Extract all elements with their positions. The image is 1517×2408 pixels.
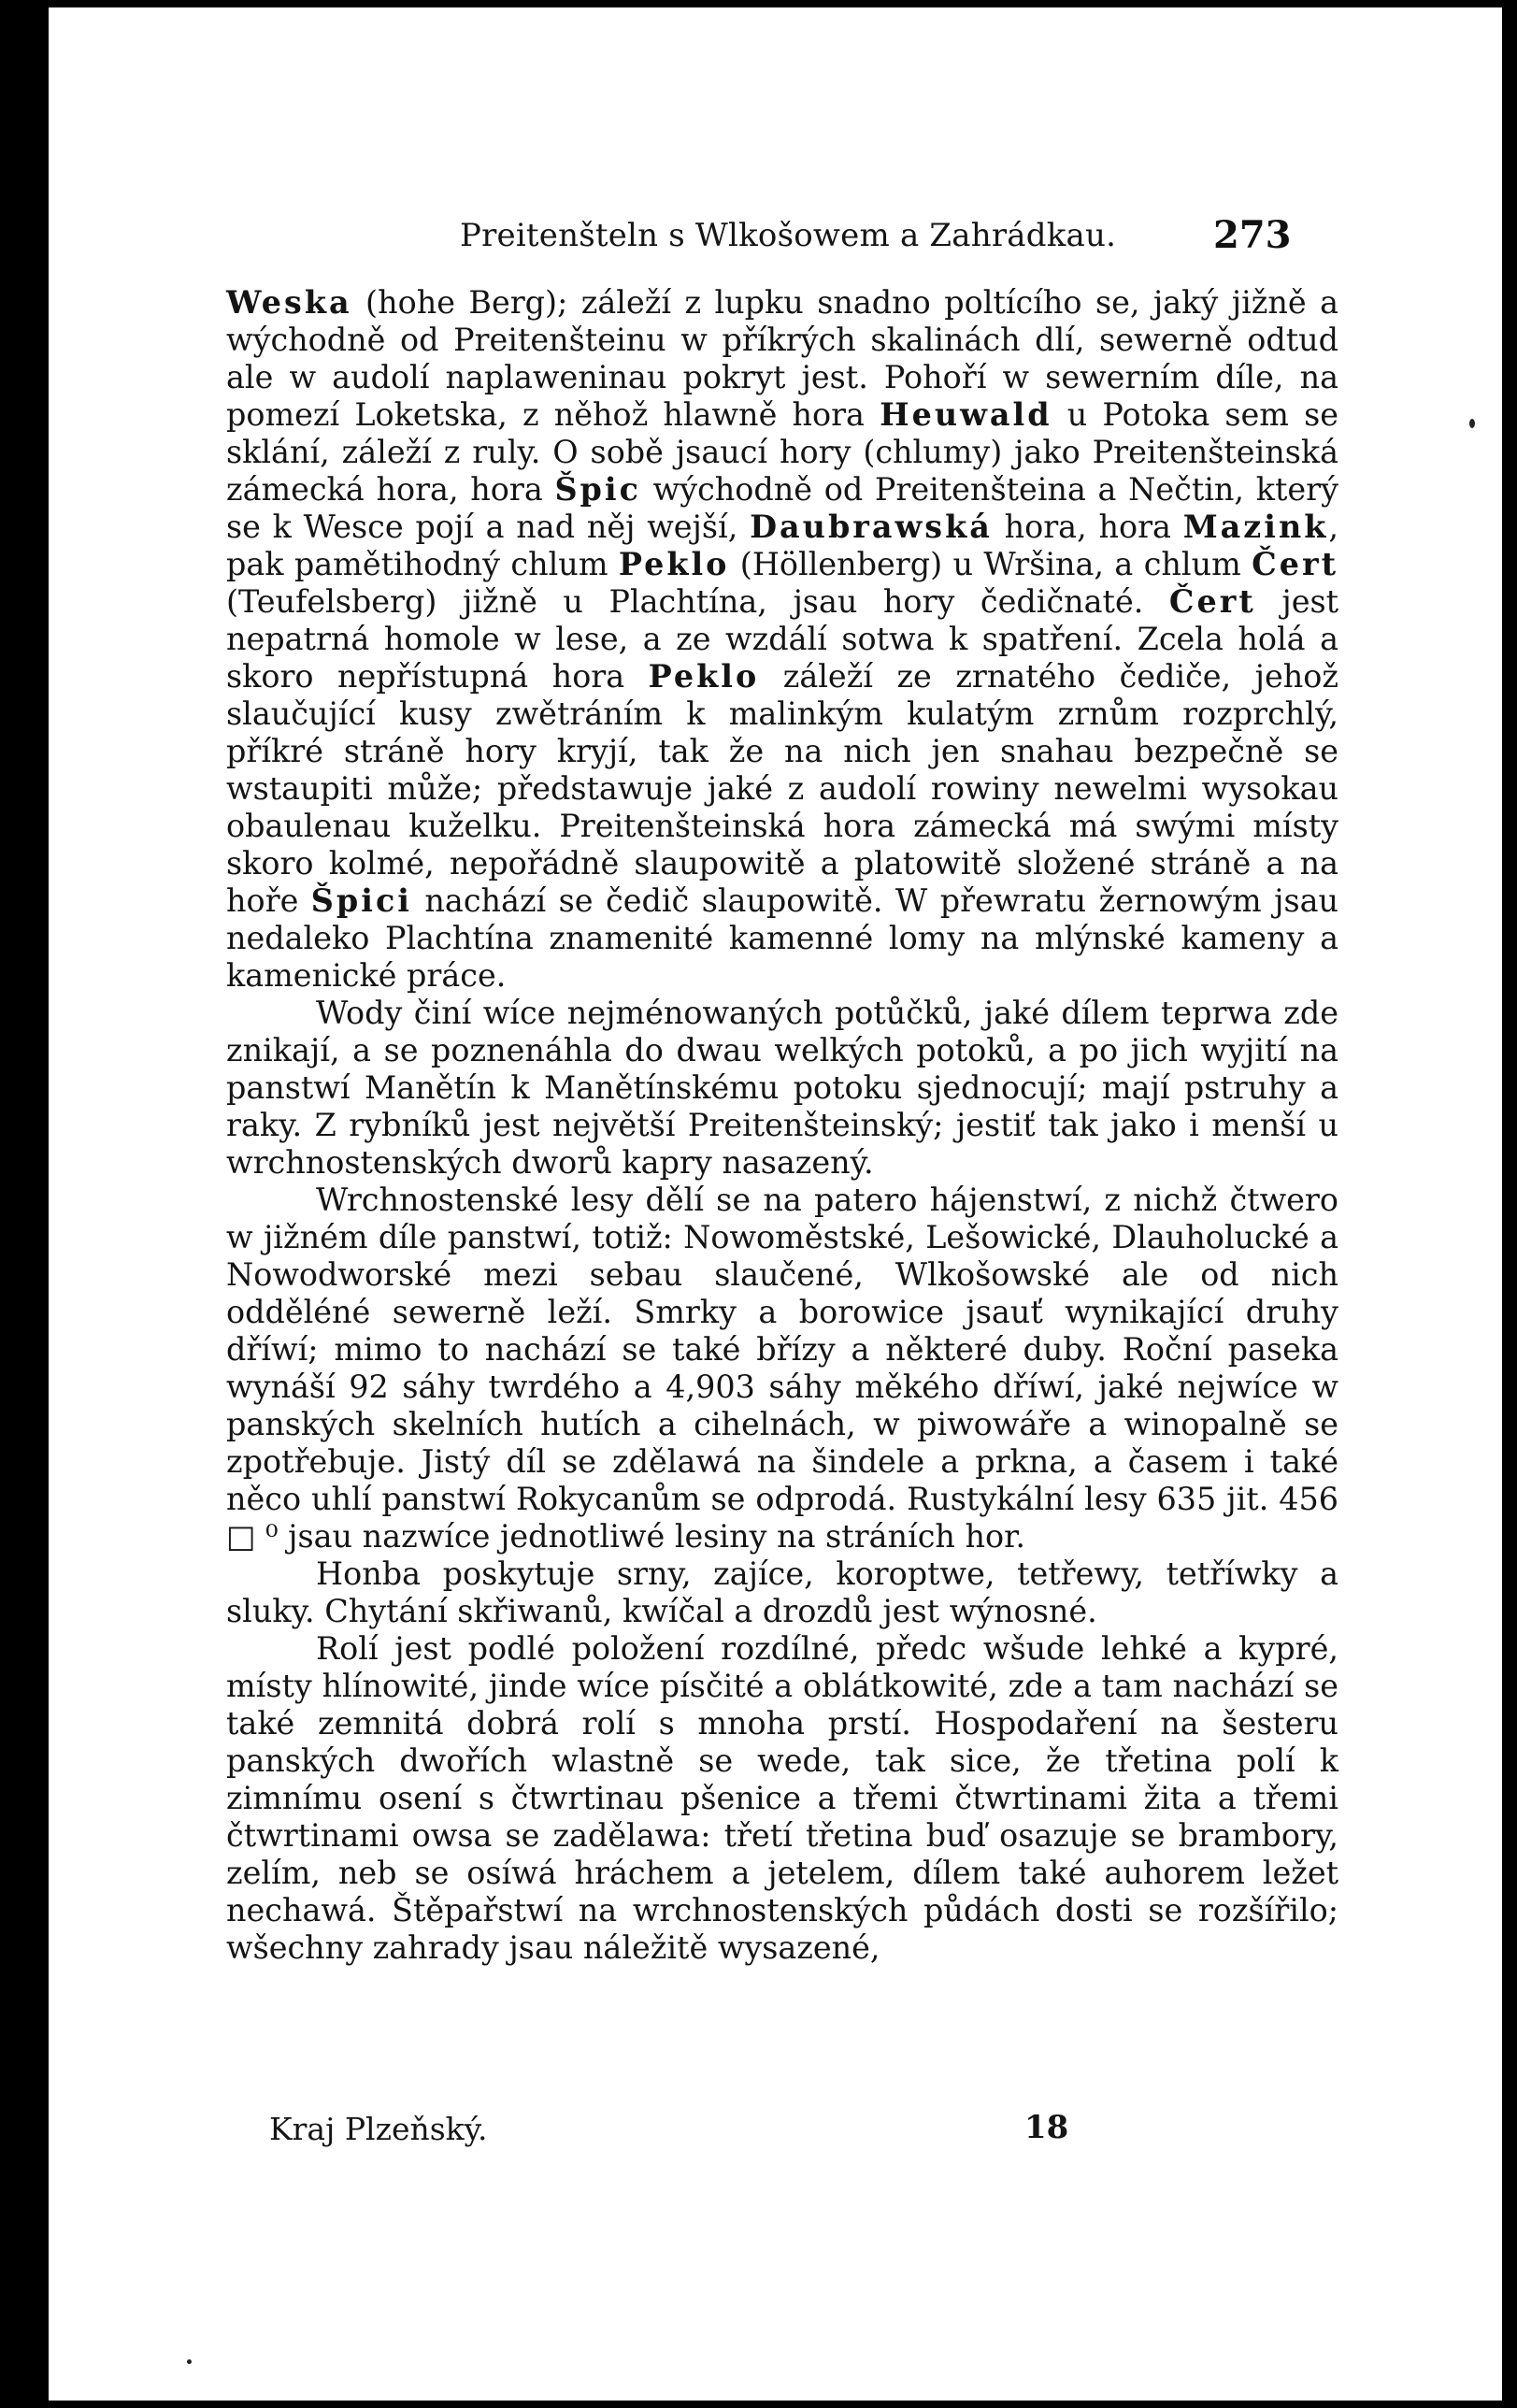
text-run: wýchodně od Preitenšteina a Nečtin, který se k Wesce pojí a nad něj wejší, [226,471,1338,545]
paragraph [226,1630,1338,1967]
emphasized-term: Peklo [618,546,730,582]
text-run: (hohe Berg); záleží z lupku snadno poltícího se, jaký jižně a wýchodně od Preitenšteinu w příkrých skalinách dlí, sewerně odtud ale w audolí naplaweninau pokryt jest. Pohoří w sewerním díle, na pomezí Loketska, z něhož hlawně hora [226,284,1338,433]
text-run: (Teufelsberg) jižně u Plachtína, jsau hory čedičnaté. [226,583,1169,620]
text-run: Honba poskytuje srny, zajíce, koroptwe, tetřewy, tetříwky a sluky. Chytání skřiwanů, kwíčal a drozdů jest wýnosné. [226,1555,1338,1629]
footer-region-label: Kraj Plzeňský. [269,2111,488,2147]
text-run: jest nepatrná homole w lese, a ze wzdálí sotwa k spatření. Zcela holá a skoro nepřístupná hora [226,583,1339,695]
scan-speck [187,2359,192,2364]
emphasized-term: Peklo [648,658,760,695]
text-run: Wody činí wíce nejménowaných potůčků, jaké dílem teprwa zde znikají, a se poznenáhla do dwau welkých potoků, a po jich wyjití na panstwí Manětín k Manětínskému potoku sjednocují; mají pstruhy a raky. Z rybníků jest největší Preitenšteinský; jestiť tak jako i menší u wrchnostenských dworů kapry nasazený. [226,995,1338,1181]
emphasized-term: Špic [554,471,641,508]
text-run: u Potoka sem se sklání, záleží z ruly. O sobě jsaucí hory (chlumy) jako Preitenšteinská zámecká hora, hora [226,396,1338,508]
body-text [226,284,1338,1967]
text-run: záleží ze zrnatého čediče, jehož slaučující kusy zwětráním k malinkým kulatým zrnům rozprchlý, příkré stráně hory kryjí, tak že na nich jen snahau bezpečně se wstaupiti může; předstawuje jaké z audolí rowiny newelmi wysokau obaulenau kuželku. Preitenšteinská hora zámecká má swými místy skoro kolmé, nepořádně slaupowitě a platowitě složené stráně a na hoře [226,658,1338,919]
emphasized-term: Špici [310,882,412,919]
text-run: nachází se čedič slaupowitě. W přewratu žernowým jsau nedaleko Plachtína znamenité kamenné lomy na mlýnské kameny a kamenické práce. [226,882,1339,994]
text-run: (Höllenberg) u Wršina, a chlum [729,546,1252,582]
running-head: Preitenšteln s Wlkošowem a Zahrádkau. [460,217,1117,254]
footer-signature-mark: 18 [1024,2109,1069,2146]
page-number: 273 [1213,213,1292,257]
paragraph [226,1555,1338,1630]
text-run: Wrchnostenské lesy dělí se na patero hájenstwí, z nichž čtwero w jižném díle panstwí, totiž: Nowoměstské, Lešowické, Dlauholucké a Nowodworské mezi sebau slaučené, Wlkošowské ale od nich odděléné sewerně leží. Smrky a borowice jsauť wynikající druhy dříwí; mimo to nachází se také břízy a některé duby. Roční paseka wynáší 92 sáhy twrdého a 4,903 sáhy měkého dříwí, jaké nejwíce w panských skelních hutích a cihelnách, w piwowáře a winopalně se zpotřebuje. Jistý díl se zdělawá na šindele a prkna, a časem i také něco uhlí panstwí Rokycanům se odprodá. Rustykální lesy 635 jit. 456 □ ⁰ jsau nazwíce jednotliwé lesiny na stráních hor. [226,1182,1338,1555]
emphasized-term: Čert [1168,583,1256,620]
text-run: Rolí jest podlé položení rozdílné, předc wšude lehké a kypré, místy hlínowité, jinde wíce písčité a oblátkowité, zde a tam nachází se také zemnitá dobrá rolí s mnoha prstí. Hospodaření na šesteru panských dwořích wlastně se wede, tak sice, že třetina polí k zimnímu osení s čtwrtinau pšenice a třemi čtwrtinami žita a třemi čtwrtinami owsa se zadělawa: třetí třetina buď osazuje se brambory, zelím, neb se osíwá hráchem a jetelem, dílem také auhorem ležet nechawá. Štěpařstwí na wrchnostenských půdách dosti se rozšířilo; wšechny zahrady jsau náležitě wysazené, [226,1630,1338,1966]
text-run: , pak pamětihodný chlum [226,509,1338,582]
emphasized-term: Čert [1252,546,1338,582]
emphasized-term: Heuwald [880,396,1052,433]
emphasized-term: Daubrawská [750,509,993,545]
paragraph [226,995,1338,1182]
emphasized-term: Mazink [1182,509,1329,545]
emphasized-term: Weska [226,284,352,321]
paragraph [226,1182,1338,1555]
text-run: hora, hora [992,509,1183,545]
book-page [49,7,1502,2401]
paragraph [226,284,1338,995]
scan-speck [1469,419,1475,428]
